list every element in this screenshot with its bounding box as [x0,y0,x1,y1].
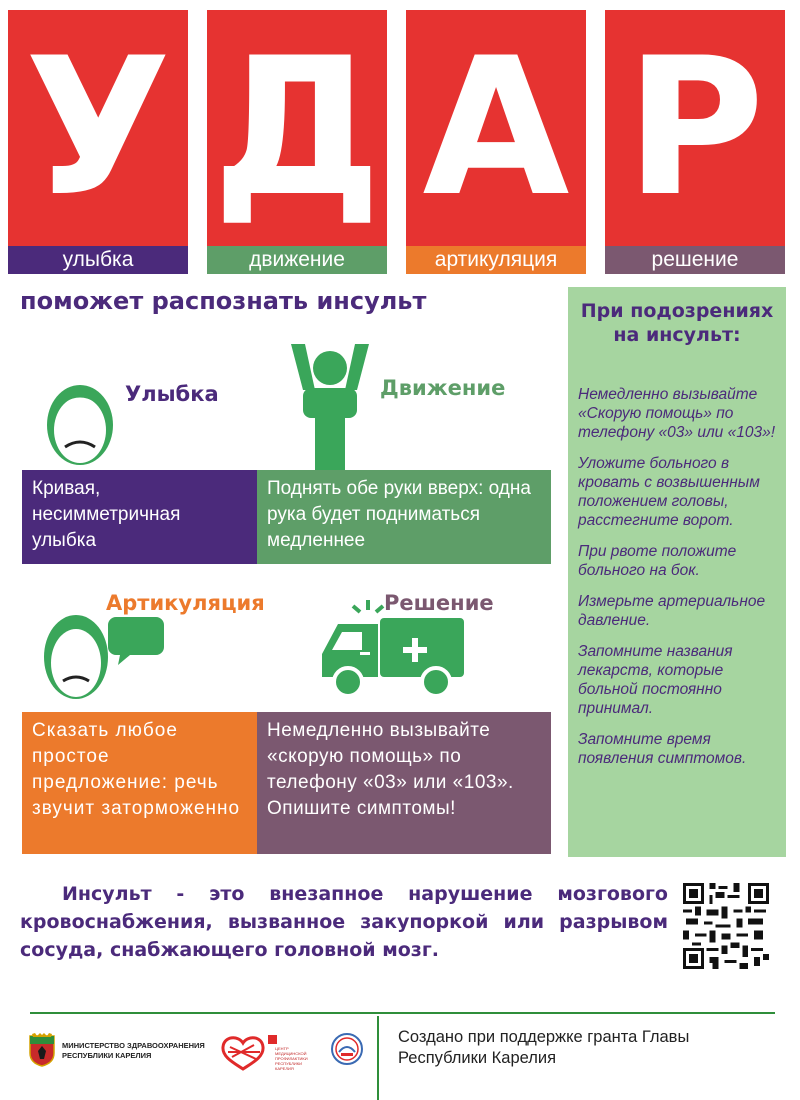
feature-label-articulation: Артикуляция [106,591,265,615]
stroke-definition: Инсульт - это внезапное нарушение мозгового кровоснабжения, вызванное закупоркой или разрывом сосуда, снабжающего головной мозг. [20,883,668,961]
tagline: поможет распознать инсульт [20,287,427,315]
decision-description: Немедленно вызывайте «скорую помощь» по телефону «03» или «103». Опишите симптомы! [257,712,551,854]
qr-code-icon[interactable] [683,883,769,969]
person-raising-arms-icon [285,340,375,470]
feature-label-decision: Решение [384,591,494,615]
side-item: Запомните время появления симптомов. [578,731,747,767]
word-bar-movement: движение [207,246,387,274]
word-bar-articulation: артикуляция [406,246,586,274]
prevention-center-name: ЦЕНТР МЕДИЦИНСКОЙ ПРОФИЛАКТИКИ РЕСПУБЛИКИ КАРЕЛИЯ [275,1046,308,1071]
letter-u: У [24,17,172,238]
grant-note: Создано при поддержке гранта Главы Республики Карелия [398,1028,690,1067]
side-item: Уложите больного в кровать с возвышенным положением головы, расстегните ворот. [578,455,760,529]
letter-block-r [605,10,785,246]
movement-description: Поднять обе руки вверх: одна рука будет подниматься медленнее [257,470,551,564]
letter-d: Д [212,17,382,238]
side-panel-title: При подозрениях на инсульт: [580,300,774,346]
side-item: При рвоте положите больного на бок. [578,543,737,579]
organization-logo-icon [330,1032,364,1066]
word-bar-smile: улыбка [8,246,188,274]
word-bar-decision: решение [605,246,785,274]
letter-block-u [8,10,188,246]
karelia-emblem-icon [27,1033,57,1067]
letter-r: Р [625,17,765,238]
letter-block-a [406,10,586,246]
articulation-description: Сказать любое простое предложение: речь звучит заторможенно [22,712,257,854]
footer-vertical-divider [377,1016,379,1100]
side-panel [568,287,786,857]
side-item: Измерьте артериальное давление. [578,593,766,629]
side-item: Немедленно вызывайте «Скорую помощь» по телефону «03» или «103»! [578,386,776,441]
side-panel-list [578,385,778,780]
letter-block-d [207,10,387,246]
feature-label-movement: Движение [380,376,506,400]
prevention-center-logo-icon [218,1033,278,1073]
face-icon [40,375,120,470]
feature-label-smile: Улыбка [125,382,219,406]
ministry-name: МИНИСТЕРСТВО ЗДРАВООХРАНЕНИЯ РЕСПУБЛИКИ КАРЕЛИЯ [62,1041,205,1060]
speaking-face-icon [38,605,166,705]
side-item: Запомните названия лекарств, которые больной постоянно принимал. [578,643,733,717]
footer-divider [30,1012,775,1014]
smile-description: Кривая, несимметричная улыбка [22,470,257,564]
letter-a: А [422,17,570,238]
